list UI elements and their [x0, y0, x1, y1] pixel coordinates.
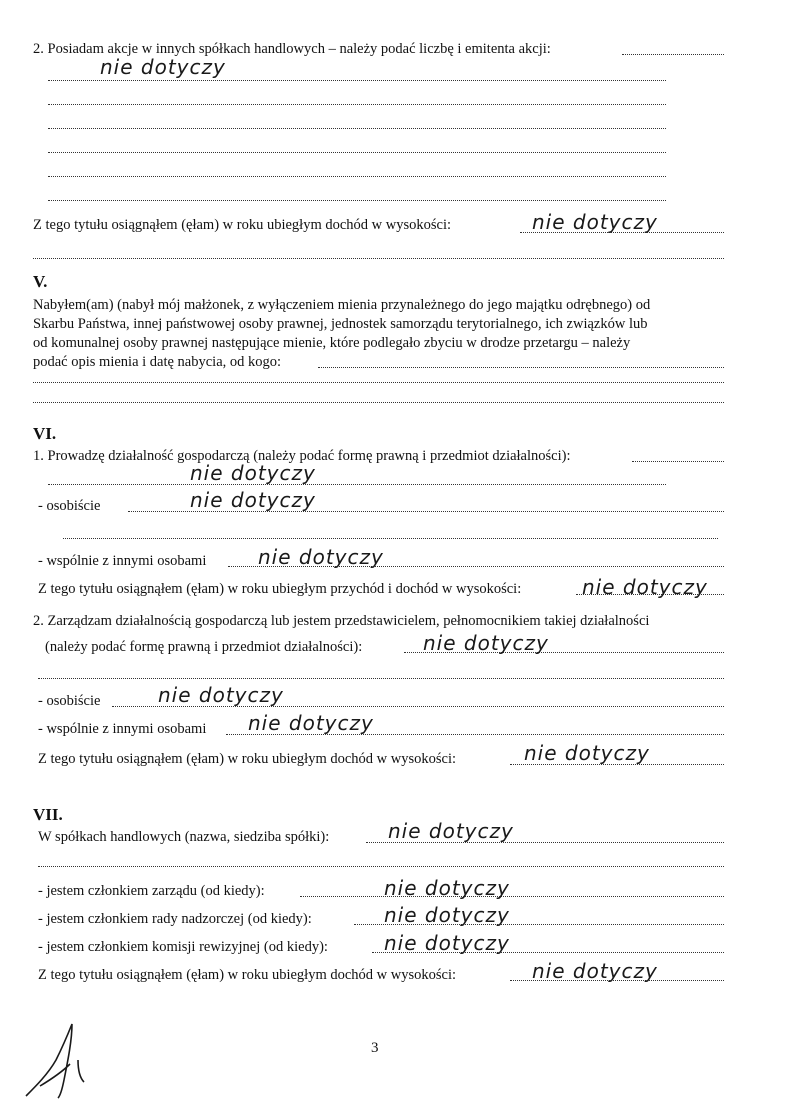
vi-income-answer: nie dotyczy: [582, 575, 708, 599]
vii-income-label: Z tego tytułu osiągnąłem (ęłam) w roku ubiegłym dochód w wysokości:: [38, 967, 457, 983]
vi-joint-answer: nie dotyczy: [258, 545, 384, 569]
vii-audit-label: - jestem członkiem komisji rewizyjnej (od kiedy):: [38, 939, 328, 955]
vi-personal-label: - osobiście: [38, 498, 101, 514]
vi-p2-answer: nie dotyczy: [423, 631, 549, 655]
q2-label: 2. Posiadam akcje w innych spółkach handlowych – należy podać liczbę i emitenta akcji:: [33, 41, 551, 57]
section-v-line-4: podać opis mienia i datę nabycia, od kogo:: [33, 354, 282, 370]
vi-p2-joint-label: - wspólnie z innymi osobami: [38, 721, 207, 737]
vi-p2-label-2: (należy podać formę prawną i przedmiot działalności):: [45, 639, 363, 655]
vi-p2-income-label: Z tego tytułu osiągnąłem (ęłam) w roku ubiegłym dochód w wysokości:: [38, 751, 457, 767]
dotted-line: [48, 200, 666, 201]
section-v-line-1: Nabyłem(am) (nabył mój małżonek, z wyłączeniem mienia przynależnego do jego majątku odrębnego) od: [33, 297, 651, 313]
vi-p1-answer: nie dotyczy: [190, 461, 316, 485]
section-v-line-3: od komunalnej osoby prawnej następujące mienie, które podlegało zbyciu w drodze przetargu – należy: [33, 335, 631, 351]
section-v-heading: V.: [33, 272, 48, 291]
vi-p2-income-answer: nie dotyczy: [524, 741, 650, 765]
dotted-line: [48, 104, 666, 105]
dotted-line: [318, 367, 724, 368]
dotted-line: [48, 484, 666, 485]
dotted-line: [33, 402, 724, 403]
dotted-line: [632, 461, 724, 462]
vii-supervisory-answer: nie dotyczy: [384, 903, 510, 927]
dotted-line: [33, 382, 724, 383]
dotted-line: [622, 54, 724, 55]
dotted-line: [38, 866, 724, 867]
vi-p2-personal-label: - osobiście: [38, 693, 101, 709]
q2-income-label: Z tego tytułu osiągnąłem (ęłam) w roku ubiegłym dochód w wysokości:: [33, 217, 452, 233]
q2-answer: nie dotyczy: [100, 55, 226, 79]
q2-income-answer: nie dotyczy: [532, 210, 658, 234]
vi-personal-answer: nie dotyczy: [190, 488, 316, 512]
dotted-line: [48, 152, 666, 153]
vi-p2-personal-answer: nie dotyczy: [158, 683, 284, 707]
dotted-line: [48, 128, 666, 129]
vii-income-answer: nie dotyczy: [532, 959, 658, 983]
vi-p2-label: 2. Zarządzam działalnością gospodarczą lub jestem przedstawicielem, pełnomocnikiem takiej działalności: [33, 613, 650, 629]
dotted-line: [300, 896, 724, 897]
section-vi-heading: VI.: [33, 424, 57, 443]
vi-p2-joint-answer: nie dotyczy: [248, 711, 374, 735]
signature-icon: [22, 1020, 102, 1100]
vii-supervisory-label: - jestem członkiem rady nadzorczej (od kiedy):: [38, 911, 312, 927]
vii-audit-answer: nie dotyczy: [384, 931, 510, 955]
vii-board-answer: nie dotyczy: [384, 876, 510, 900]
vi-p1-label: 1. Prowadzę działalność gospodarczą (należy podać formę prawną i przedmiot działalności):: [33, 448, 571, 464]
vii-label: W spółkach handlowych (nazwa, siedziba spółki):: [38, 829, 330, 845]
dotted-line: [38, 678, 724, 679]
dotted-line: [33, 258, 724, 259]
dotted-line: [48, 80, 666, 81]
dotted-line: [48, 176, 666, 177]
dotted-line: [63, 538, 718, 539]
vii-board-label: - jestem członkiem zarządu (od kiedy):: [38, 883, 265, 899]
section-vii-heading: VII.: [33, 805, 63, 824]
section-v-line-2: Skarbu Państwa, innej państwowej osoby prawnej, jednostek samorządu terytorialnego, ich związków lub: [33, 316, 648, 332]
page-number: 3: [371, 1040, 379, 1056]
vi-income-label: Z tego tytułu osiągnąłem (ęłam) w roku ubiegłym przychód i dochód w wysokości:: [38, 581, 522, 597]
vi-joint-label: - wspólnie z innymi osobami: [38, 553, 207, 569]
vii-answer: nie dotyczy: [388, 819, 514, 843]
